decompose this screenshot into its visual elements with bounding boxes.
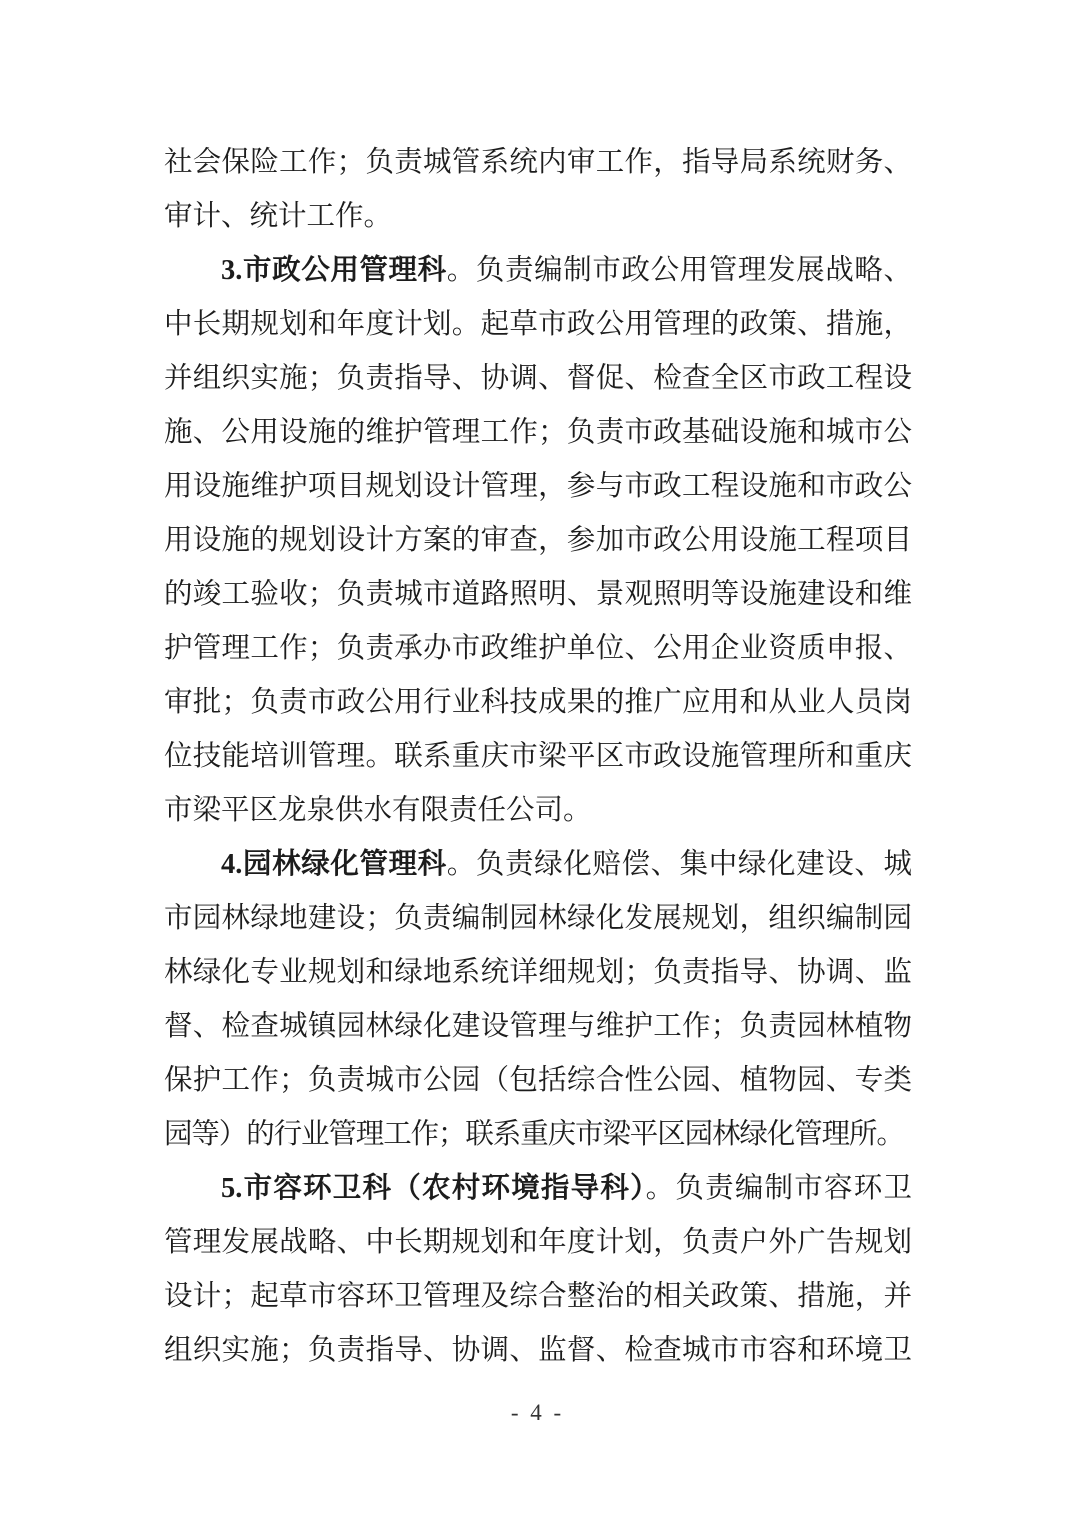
- text-line: [164, 298, 912, 352]
- text-segment: 位技能培训管理。联系重庆市梁平区市政设施管理所和重庆: [164, 741, 912, 772]
- text-segment: 管理发展战略、中长期规划和年度计划，负责户外广告规划: [164, 1227, 912, 1258]
- page-number: - 4 -: [510, 1400, 565, 1425]
- text-segment: 。负责编制市政公用管理发展战略、: [446, 255, 912, 286]
- text-line: [164, 406, 912, 460]
- text-segment: 园等）的行业管理工作；联系重庆市梁平区园林绿化管理所。: [164, 1119, 904, 1150]
- text-line: [164, 1216, 912, 1270]
- text-segment: 。负责编制市容环卫: [645, 1173, 912, 1204]
- text-line: [164, 1270, 912, 1324]
- text-segment: 市梁平区龙泉供水有限责任公司。: [164, 795, 592, 826]
- text-segment: 设计；起草市容环卫管理及综合整治的相关政策、措施，并: [164, 1281, 912, 1312]
- text-segment: 护管理工作；负责承办市政维护单位、公用企业资质申报、: [164, 633, 912, 664]
- text-segment: 督、检查城镇园林绿化建设管理与维护工作；负责园林植物: [164, 1011, 912, 1042]
- text-segment: 林绿化专业规划和绿地系统详细规划；负责指导、协调、监: [164, 957, 912, 988]
- text-line: [164, 190, 912, 244]
- text-line: [164, 946, 912, 1000]
- text-segment: 社会保险工作；负责城管系统内审工作，指导局系统财务、: [164, 147, 912, 178]
- text-line: [164, 514, 912, 568]
- text-line: [164, 622, 912, 676]
- text-line: [164, 136, 912, 190]
- text-line: [164, 1054, 912, 1108]
- text-segment: 中长期规划和年度计划。起草市政公用管理的政策、措施，: [164, 309, 912, 340]
- text-segment: 组织实施；负责指导、协调、监督、检查城市市容和环境卫: [164, 1335, 912, 1366]
- text-segment: 并组织实施；负责指导、协调、督促、检查全区市政工程设: [164, 363, 912, 394]
- text-segment: 。负责绿化赔偿、集中绿化建设、城: [446, 849, 912, 880]
- text-segment: 市园林绿地建设；负责编制园林绿化发展规划，组织编制园: [164, 903, 912, 934]
- text-segment: 用设施维护项目规划设计管理，参与市政工程设施和市政公: [164, 471, 912, 502]
- text-line: [164, 244, 912, 298]
- text-line: [164, 838, 912, 892]
- text-line: [164, 676, 912, 730]
- text-line: [164, 568, 912, 622]
- text-line: [164, 1000, 912, 1054]
- section-heading: 4.园林绿化管理科: [221, 849, 447, 880]
- text-segment: 的竣工验收；负责城市道路照明、景观照明等设施建设和维: [164, 579, 912, 610]
- text-segment: 审批；负责市政公用行业科技成果的推广应用和从业人员岗: [164, 687, 912, 718]
- document-body: [164, 136, 912, 1378]
- text-line: [164, 460, 912, 514]
- text-line: [164, 352, 912, 406]
- text-line: [164, 1324, 912, 1378]
- text-line: [164, 730, 912, 784]
- section-heading: 3.市政公用管理科: [221, 255, 447, 286]
- text-segment: 审计、统计工作。: [164, 201, 393, 232]
- text-line: [164, 784, 912, 838]
- text-segment: 施、公用设施的维护管理工作；负责市政基础设施和城市公: [164, 417, 912, 448]
- text-segment: 保护工作；负责城市公园（包括综合性公园、植物园、专类: [164, 1065, 912, 1096]
- text-line: [164, 1108, 912, 1162]
- section-heading: 5.市容环卫科（农村环境指导科）: [221, 1173, 646, 1204]
- text-line: [164, 892, 912, 946]
- text-segment: 用设施的规划设计方案的审查，参加市政公用设施工程项目: [164, 525, 912, 556]
- text-line: [164, 1162, 912, 1216]
